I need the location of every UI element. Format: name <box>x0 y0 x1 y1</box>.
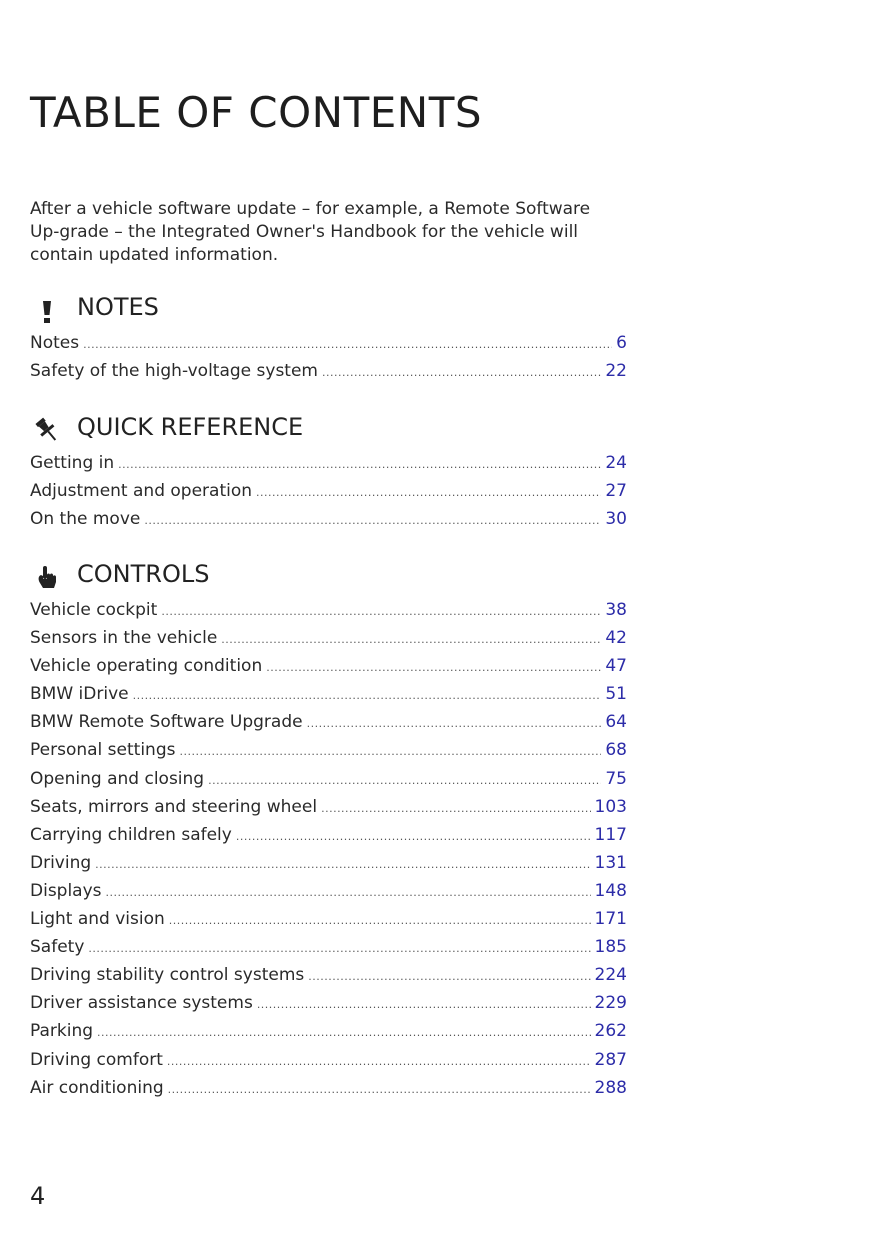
section-quick-reference <box>30 413 627 537</box>
dot-leader <box>88 942 590 955</box>
toc-entry[interactable] <box>30 797 627 825</box>
toc-entry-label[interactable]: Vehicle operating condition <box>30 656 263 677</box>
toc-page-link[interactable]: 42 <box>605 628 627 649</box>
toc-page-link[interactable]: 288 <box>594 1077 627 1098</box>
toc-entry[interactable] <box>30 1078 627 1106</box>
toc-page-link[interactable]: 262 <box>594 1021 627 1042</box>
section-title: QUICK REFERENCE <box>77 413 304 441</box>
section-title: CONTROLS <box>77 560 210 588</box>
toc-entry-label[interactable]: Seats, mirrors and steering wheel <box>30 796 318 817</box>
toc-entry-label[interactable]: Driving comfort <box>30 1049 163 1070</box>
dot-leader <box>179 745 601 758</box>
toc-page-link[interactable]: 38 <box>605 600 627 620</box>
pointing-hand-icon <box>32 562 62 592</box>
dot-leader <box>133 689 602 702</box>
toc-page-link[interactable]: 6 <box>616 333 627 353</box>
dot-leader <box>257 998 591 1011</box>
toc-page-link[interactable]: 185 <box>594 937 627 958</box>
toc-entry-label[interactable]: Carrying children safely <box>30 824 232 845</box>
dot-leader <box>95 858 590 871</box>
toc-page-link[interactable]: 287 <box>594 1049 627 1070</box>
toc-entry-label[interactable]: Safety of the high-voltage system <box>30 361 318 382</box>
toc-entry[interactable] <box>30 628 627 656</box>
dot-leader <box>322 366 601 379</box>
toc-entry-label[interactable]: Driver assistance systems <box>30 993 253 1014</box>
toc-page-link[interactable]: 131 <box>594 852 627 873</box>
dot-leader <box>221 633 601 646</box>
dot-leader <box>321 802 590 815</box>
toc-entry-label[interactable]: Notes <box>30 333 80 353</box>
page-number: 4 <box>30 1182 46 1210</box>
exclamation-icon <box>32 295 62 325</box>
toc-page-link[interactable]: 68 <box>605 740 627 761</box>
dot-leader <box>308 970 590 983</box>
toc-entry-label[interactable]: Driving <box>30 852 92 873</box>
toc-entry-label[interactable]: BMW Remote Software Upgrade <box>30 712 303 733</box>
toc-page-link[interactable]: 51 <box>605 684 627 705</box>
toc-entry-label[interactable]: Sensors in the vehicle <box>30 628 218 649</box>
intro-paragraph: After a vehicle software update – for example, a Remote Software Up-grade – the Integrated Owner's Handbook for the vehicle will contain updated information. <box>30 199 591 265</box>
section-controls <box>30 560 627 1106</box>
section-header <box>30 293 627 327</box>
toc-entry-label[interactable]: Displays <box>30 880 102 901</box>
toc-page-link[interactable]: 229 <box>594 993 627 1014</box>
toc-entry-label[interactable]: Parking <box>30 1021 94 1042</box>
dot-leader <box>169 914 591 927</box>
dot-leader <box>208 774 601 787</box>
toc-page-link[interactable]: 47 <box>605 656 627 677</box>
dot-leader <box>106 886 591 899</box>
dot-leader <box>161 605 601 618</box>
toc-entry-label[interactable]: Personal settings <box>30 740 176 761</box>
section-title: NOTES <box>77 293 159 321</box>
dot-leader <box>97 1026 591 1039</box>
toc-list <box>30 333 627 389</box>
toc-page-link[interactable]: 64 <box>605 712 627 733</box>
toc-entry[interactable] <box>30 1021 627 1049</box>
toc-page-link[interactable]: 224 <box>594 965 627 986</box>
toc-entry-label[interactable]: Adjustment and operation <box>30 481 253 502</box>
toc-entry[interactable] <box>30 333 627 361</box>
toc-page-link[interactable]: 171 <box>594 909 627 930</box>
dot-leader <box>83 338 612 351</box>
toc-entry[interactable] <box>30 656 627 684</box>
toc-entry-label[interactable]: Safety <box>30 937 85 958</box>
toc-entry-label[interactable]: Vehicle cockpit <box>30 600 158 620</box>
toc-list <box>30 453 627 537</box>
toc-entry[interactable] <box>30 453 627 481</box>
dot-leader <box>144 514 601 527</box>
toc-page-link[interactable]: 27 <box>605 481 627 502</box>
toc-entry-label[interactable]: Getting in <box>30 453 115 473</box>
toc-page-link[interactable]: 24 <box>605 453 627 473</box>
toc-entry[interactable] <box>30 600 627 628</box>
toc-page-link[interactable]: 148 <box>594 880 627 901</box>
section-header <box>30 560 627 594</box>
toc-entry[interactable] <box>30 909 627 937</box>
toc-entry[interactable] <box>30 740 627 768</box>
section-notes <box>30 293 627 389</box>
toc-entry-label[interactable]: Opening and closing <box>30 768 205 789</box>
toc-entry-label[interactable]: Air conditioning <box>30 1077 164 1098</box>
toc-list <box>30 600 627 1106</box>
toc-page-link[interactable]: 30 <box>605 509 627 530</box>
toc-entry[interactable] <box>30 769 627 797</box>
toc-entry[interactable] <box>30 509 627 537</box>
toc-entry-label[interactable]: On the move <box>30 509 141 530</box>
toc-entry[interactable] <box>30 684 627 712</box>
toc-entry[interactable] <box>30 1050 627 1078</box>
toc-entry[interactable] <box>30 881 627 909</box>
dot-leader <box>256 486 601 499</box>
dot-leader <box>236 830 591 843</box>
dot-leader <box>266 661 601 674</box>
toc-page-link[interactable]: 117 <box>594 824 627 845</box>
toc-entry[interactable] <box>30 993 627 1021</box>
toc-entry[interactable] <box>30 712 627 740</box>
toc-page-link[interactable]: 103 <box>594 796 627 817</box>
toc-page-link[interactable]: 22 <box>605 361 627 382</box>
dot-leader <box>307 717 602 730</box>
toc-entry[interactable] <box>30 965 627 993</box>
toc-entry[interactable] <box>30 361 627 389</box>
toc-entry-label[interactable]: Light and vision <box>30 909 165 930</box>
toc-entry-label[interactable]: BMW iDrive <box>30 684 129 705</box>
toc-entry[interactable] <box>30 853 627 881</box>
toc-entry[interactable] <box>30 481 627 509</box>
dot-leader <box>167 1055 591 1068</box>
page-title: TABLE OF CONTENTS <box>30 88 483 137</box>
dot-leader <box>118 458 601 471</box>
toc-entry[interactable] <box>30 937 627 965</box>
section-header <box>30 413 627 447</box>
pushpin-icon <box>32 415 62 445</box>
dot-leader <box>168 1083 591 1096</box>
toc-entry-label[interactable]: Driving stability control systems <box>30 965 305 986</box>
toc-entry[interactable] <box>30 825 627 853</box>
toc-page-link[interactable]: 75 <box>605 768 627 789</box>
